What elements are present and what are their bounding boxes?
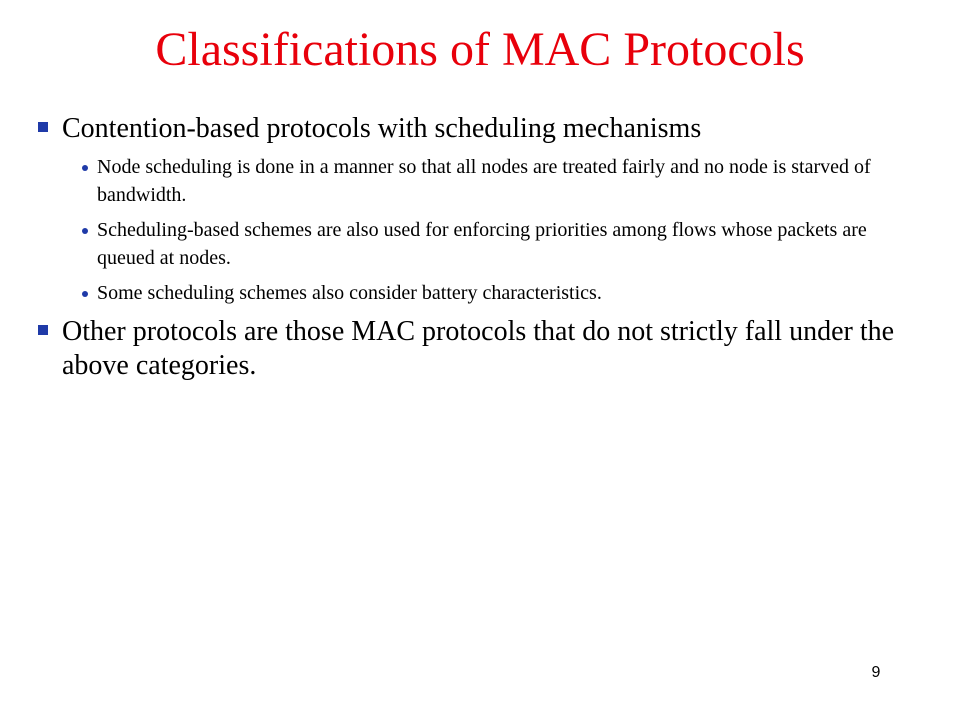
sub-bullet-text: Some scheduling schemes also consider battery characteristics. — [97, 282, 602, 304]
round-bullet-icon — [82, 228, 88, 234]
square-bullet-icon — [38, 122, 48, 132]
round-bullet-icon — [82, 165, 88, 171]
bullet-item-2 — [36, 315, 916, 383]
round-bullet-icon — [82, 291, 88, 297]
sub-bullet-text: Scheduling-based schemes are also used for enforcing priorities among flows whose packets are queued at nodes. — [97, 219, 867, 269]
sub-bullet-item-3 — [78, 279, 916, 307]
square-bullet-icon — [38, 325, 48, 335]
sub-bullet-item-1 — [78, 153, 916, 209]
slide-title: Classifications of MAC Protocols — [155, 23, 805, 76]
bullet-text: Contention-based protocols with scheduling mechanisms — [62, 113, 702, 144]
sub-bullet-text: Node scheduling is done in a manner so that all nodes are treated fairly and no node is starved of bandwidth. — [97, 156, 871, 206]
slide-content — [36, 112, 916, 383]
sub-bullet-item-2 — [78, 216, 916, 272]
bullet-text: Other protocols are those MAC protocols that do not strictly fall under the above categories. — [62, 316, 895, 381]
bullet-item-1 — [36, 112, 916, 146]
sub-bullet-list — [36, 153, 916, 307]
page-number: 9 — [871, 664, 881, 681]
